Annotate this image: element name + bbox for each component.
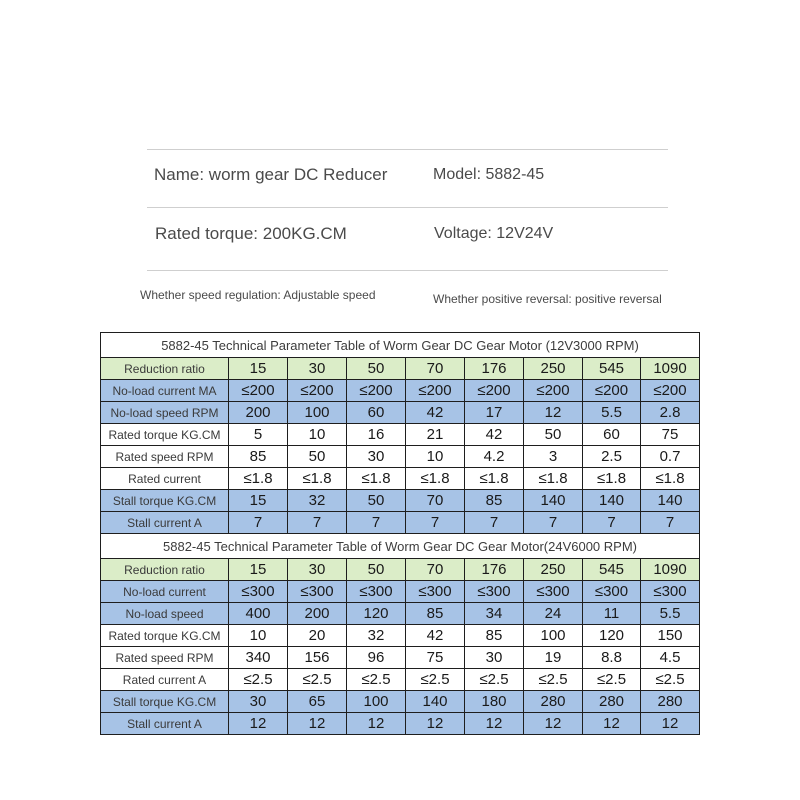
table-cell: 5 [229,424,288,446]
table-cell: 12 [641,713,700,735]
table-title: 5882-45 Technical Parameter Table of Worm Gear DC Gear Motor (12V3000 RPM) [101,333,700,358]
table-cell: 50 [347,490,406,512]
table-cell: 140 [641,490,700,512]
table-cell: 12 [465,713,524,735]
table-cell: 0.7 [641,446,700,468]
table-row [101,424,700,446]
table-cell: 10 [288,424,347,446]
table-cell: 75 [641,424,700,446]
table-cell: ≤2.5 [406,669,465,691]
table-cell: 7 [465,512,524,534]
table-cell: 12 [524,402,583,424]
table-cell: 12 [347,713,406,735]
table-cell: 42 [465,424,524,446]
table-cell: 15 [229,358,288,380]
table-cell: 32 [288,490,347,512]
table-row [101,669,700,691]
table-cell: ≤200 [288,380,347,402]
table-cell: 42 [406,402,465,424]
speed-regulation-note: Whether speed regulation: Adjustable speed [140,288,376,302]
table-cell: 12 [288,713,347,735]
table-cell: 200 [288,603,347,625]
table-cell: 250 [524,358,583,380]
table-cell: ≤200 [465,380,524,402]
table-row [101,625,700,647]
table-cell: 70 [406,358,465,380]
table-cell: 11 [583,603,641,625]
table-cell: 50 [524,424,583,446]
table-cell: ≤200 [406,380,465,402]
product-name: Name: worm gear DC Reducer [154,165,388,184]
divider-top [147,149,668,150]
table-cell: ≤300 [229,581,288,603]
table-cell: 2.8 [641,402,700,424]
table-cell: ≤300 [524,581,583,603]
table-row [101,402,700,424]
table-cell: ≤2.5 [347,669,406,691]
table-cell: 156 [288,647,347,669]
row-label: Rated current [101,468,229,490]
table-row [101,713,700,735]
table-cell: 7 [524,512,583,534]
table-cell: 12 [583,713,641,735]
row-label: Rated current A [101,669,229,691]
table-cell: 70 [406,490,465,512]
divider-bottom [147,270,668,271]
table-row [101,468,700,490]
table-cell: 17 [465,402,524,424]
table-cell: 12 [229,713,288,735]
table-cell: ≤1.8 [524,468,583,490]
table-row [101,559,700,581]
table-title-row [101,333,700,358]
table-row [101,581,700,603]
table-cell: 2.5 [583,446,641,468]
row-label: Stall torque KG.CM [101,691,229,713]
table-cell: 176 [465,559,524,581]
row-label: Rated torque KG.CM [101,424,229,446]
table-cell: 100 [524,625,583,647]
table-cell: 340 [229,647,288,669]
row-label: No-load speed RPM [101,402,229,424]
table-cell: 7 [229,512,288,534]
table-cell: 280 [583,691,641,713]
table-cell: 24 [524,603,583,625]
table-cell: 5.5 [641,603,700,625]
table-cell: 4.2 [465,446,524,468]
table-row [101,358,700,380]
table-row [101,512,700,534]
table-cell: 140 [583,490,641,512]
table-cell: 545 [583,358,641,380]
rated-torque: Rated torque: 200KG.CM [155,224,347,243]
table-cell: ≤300 [465,581,524,603]
table-cell: 8.8 [583,647,641,669]
row-label: Rated torque KG.CM [101,625,229,647]
table-cell: 21 [406,424,465,446]
table-cell: 545 [583,559,641,581]
table-cell: ≤2.5 [524,669,583,691]
table-cell: 85 [465,625,524,647]
table-cell: 280 [524,691,583,713]
table-cell: 32 [347,625,406,647]
table-row [101,647,700,669]
table-cell: ≤300 [347,581,406,603]
table-cell: ≤200 [347,380,406,402]
table-cell: ≤1.8 [347,468,406,490]
table-cell: 100 [288,402,347,424]
table-cell: 250 [524,559,583,581]
voltage: Voltage: 12V24V [434,225,554,242]
table-cell: 30 [465,647,524,669]
table-cell: 4.5 [641,647,700,669]
table-cell: 34 [465,603,524,625]
table-cell: 60 [347,402,406,424]
table-cell: ≤200 [524,380,583,402]
table-cell: 140 [524,490,583,512]
row-label: No-load current [101,581,229,603]
row-label: Reduction ratio [101,358,229,380]
table-cell: 50 [347,358,406,380]
table-cell: 30 [229,691,288,713]
table-cell: 30 [347,446,406,468]
table-title: 5882-45 Technical Parameter Table of Worm Gear DC Gear Motor(24V6000 RPM) [101,534,700,559]
table-cell: 10 [406,446,465,468]
table-row [101,446,700,468]
table-cell: ≤2.5 [465,669,524,691]
row-label: Stall torque KG.CM [101,490,229,512]
table-cell: 200 [229,402,288,424]
row-label: No-load current MA [101,380,229,402]
table-cell: 12 [406,713,465,735]
table-cell: 15 [229,490,288,512]
table-cell: 1090 [641,559,700,581]
table-cell: ≤1.8 [465,468,524,490]
table-cell: ≤2.5 [641,669,700,691]
table-cell: 7 [583,512,641,534]
row-label: Rated speed RPM [101,647,229,669]
table-cell: 15 [229,559,288,581]
table-cell: 7 [288,512,347,534]
table-row [101,490,700,512]
table-cell: ≤1.8 [288,468,347,490]
table-cell: 96 [347,647,406,669]
table-cell: 50 [288,446,347,468]
table-cell: 85 [229,446,288,468]
table-cell: 180 [465,691,524,713]
table-cell: ≤300 [288,581,347,603]
table-cell: ≤200 [641,380,700,402]
table-cell: 1090 [641,358,700,380]
product-model: Model: 5882-45 [433,166,545,183]
table-cell: ≤1.8 [406,468,465,490]
table-cell: 19 [524,647,583,669]
table-row [101,603,700,625]
table-cell: ≤300 [583,581,641,603]
table-cell: 10 [229,625,288,647]
table-cell: 16 [347,424,406,446]
table-cell: 3 [524,446,583,468]
table-cell: 280 [641,691,700,713]
table-cell: 176 [465,358,524,380]
row-label: Stall current A [101,713,229,735]
table-cell: ≤2.5 [583,669,641,691]
table-cell: 7 [641,512,700,534]
table-cell: 85 [406,603,465,625]
table-row [101,380,700,402]
table-cell: 65 [288,691,347,713]
table-cell: ≤300 [641,581,700,603]
table-cell: 20 [288,625,347,647]
table-cell: 7 [406,512,465,534]
table-cell: 140 [406,691,465,713]
table-row [101,691,700,713]
table-title-row [101,534,700,559]
divider-middle [147,207,668,208]
table-cell: ≤200 [583,380,641,402]
table-cell: 150 [641,625,700,647]
table-cell: 30 [288,559,347,581]
table-cell: 5.5 [583,402,641,424]
table-cell: 30 [288,358,347,380]
table-cell: 75 [406,647,465,669]
table-cell: 42 [406,625,465,647]
table-cell: ≤2.5 [288,669,347,691]
table-cell: 85 [465,490,524,512]
row-label: Reduction ratio [101,559,229,581]
reversal-note: Whether positive reversal: positive reversal [433,292,662,306]
table-cell: 12 [524,713,583,735]
table-cell: ≤200 [229,380,288,402]
table-cell: ≤300 [406,581,465,603]
table-cell: ≤2.5 [229,669,288,691]
table-cell: ≤1.8 [229,468,288,490]
table-cell: 7 [347,512,406,534]
table-cell: 60 [583,424,641,446]
table-cell: 100 [347,691,406,713]
table-cell: ≤1.8 [641,468,700,490]
table-cell: 120 [583,625,641,647]
table-cell: 50 [347,559,406,581]
spec-table [100,332,700,735]
row-label: No-load speed [101,603,229,625]
table-cell: ≤1.8 [583,468,641,490]
table-cell: 120 [347,603,406,625]
row-label: Stall current A [101,512,229,534]
table-cell: 70 [406,559,465,581]
row-label: Rated speed RPM [101,446,229,468]
table-cell: 400 [229,603,288,625]
